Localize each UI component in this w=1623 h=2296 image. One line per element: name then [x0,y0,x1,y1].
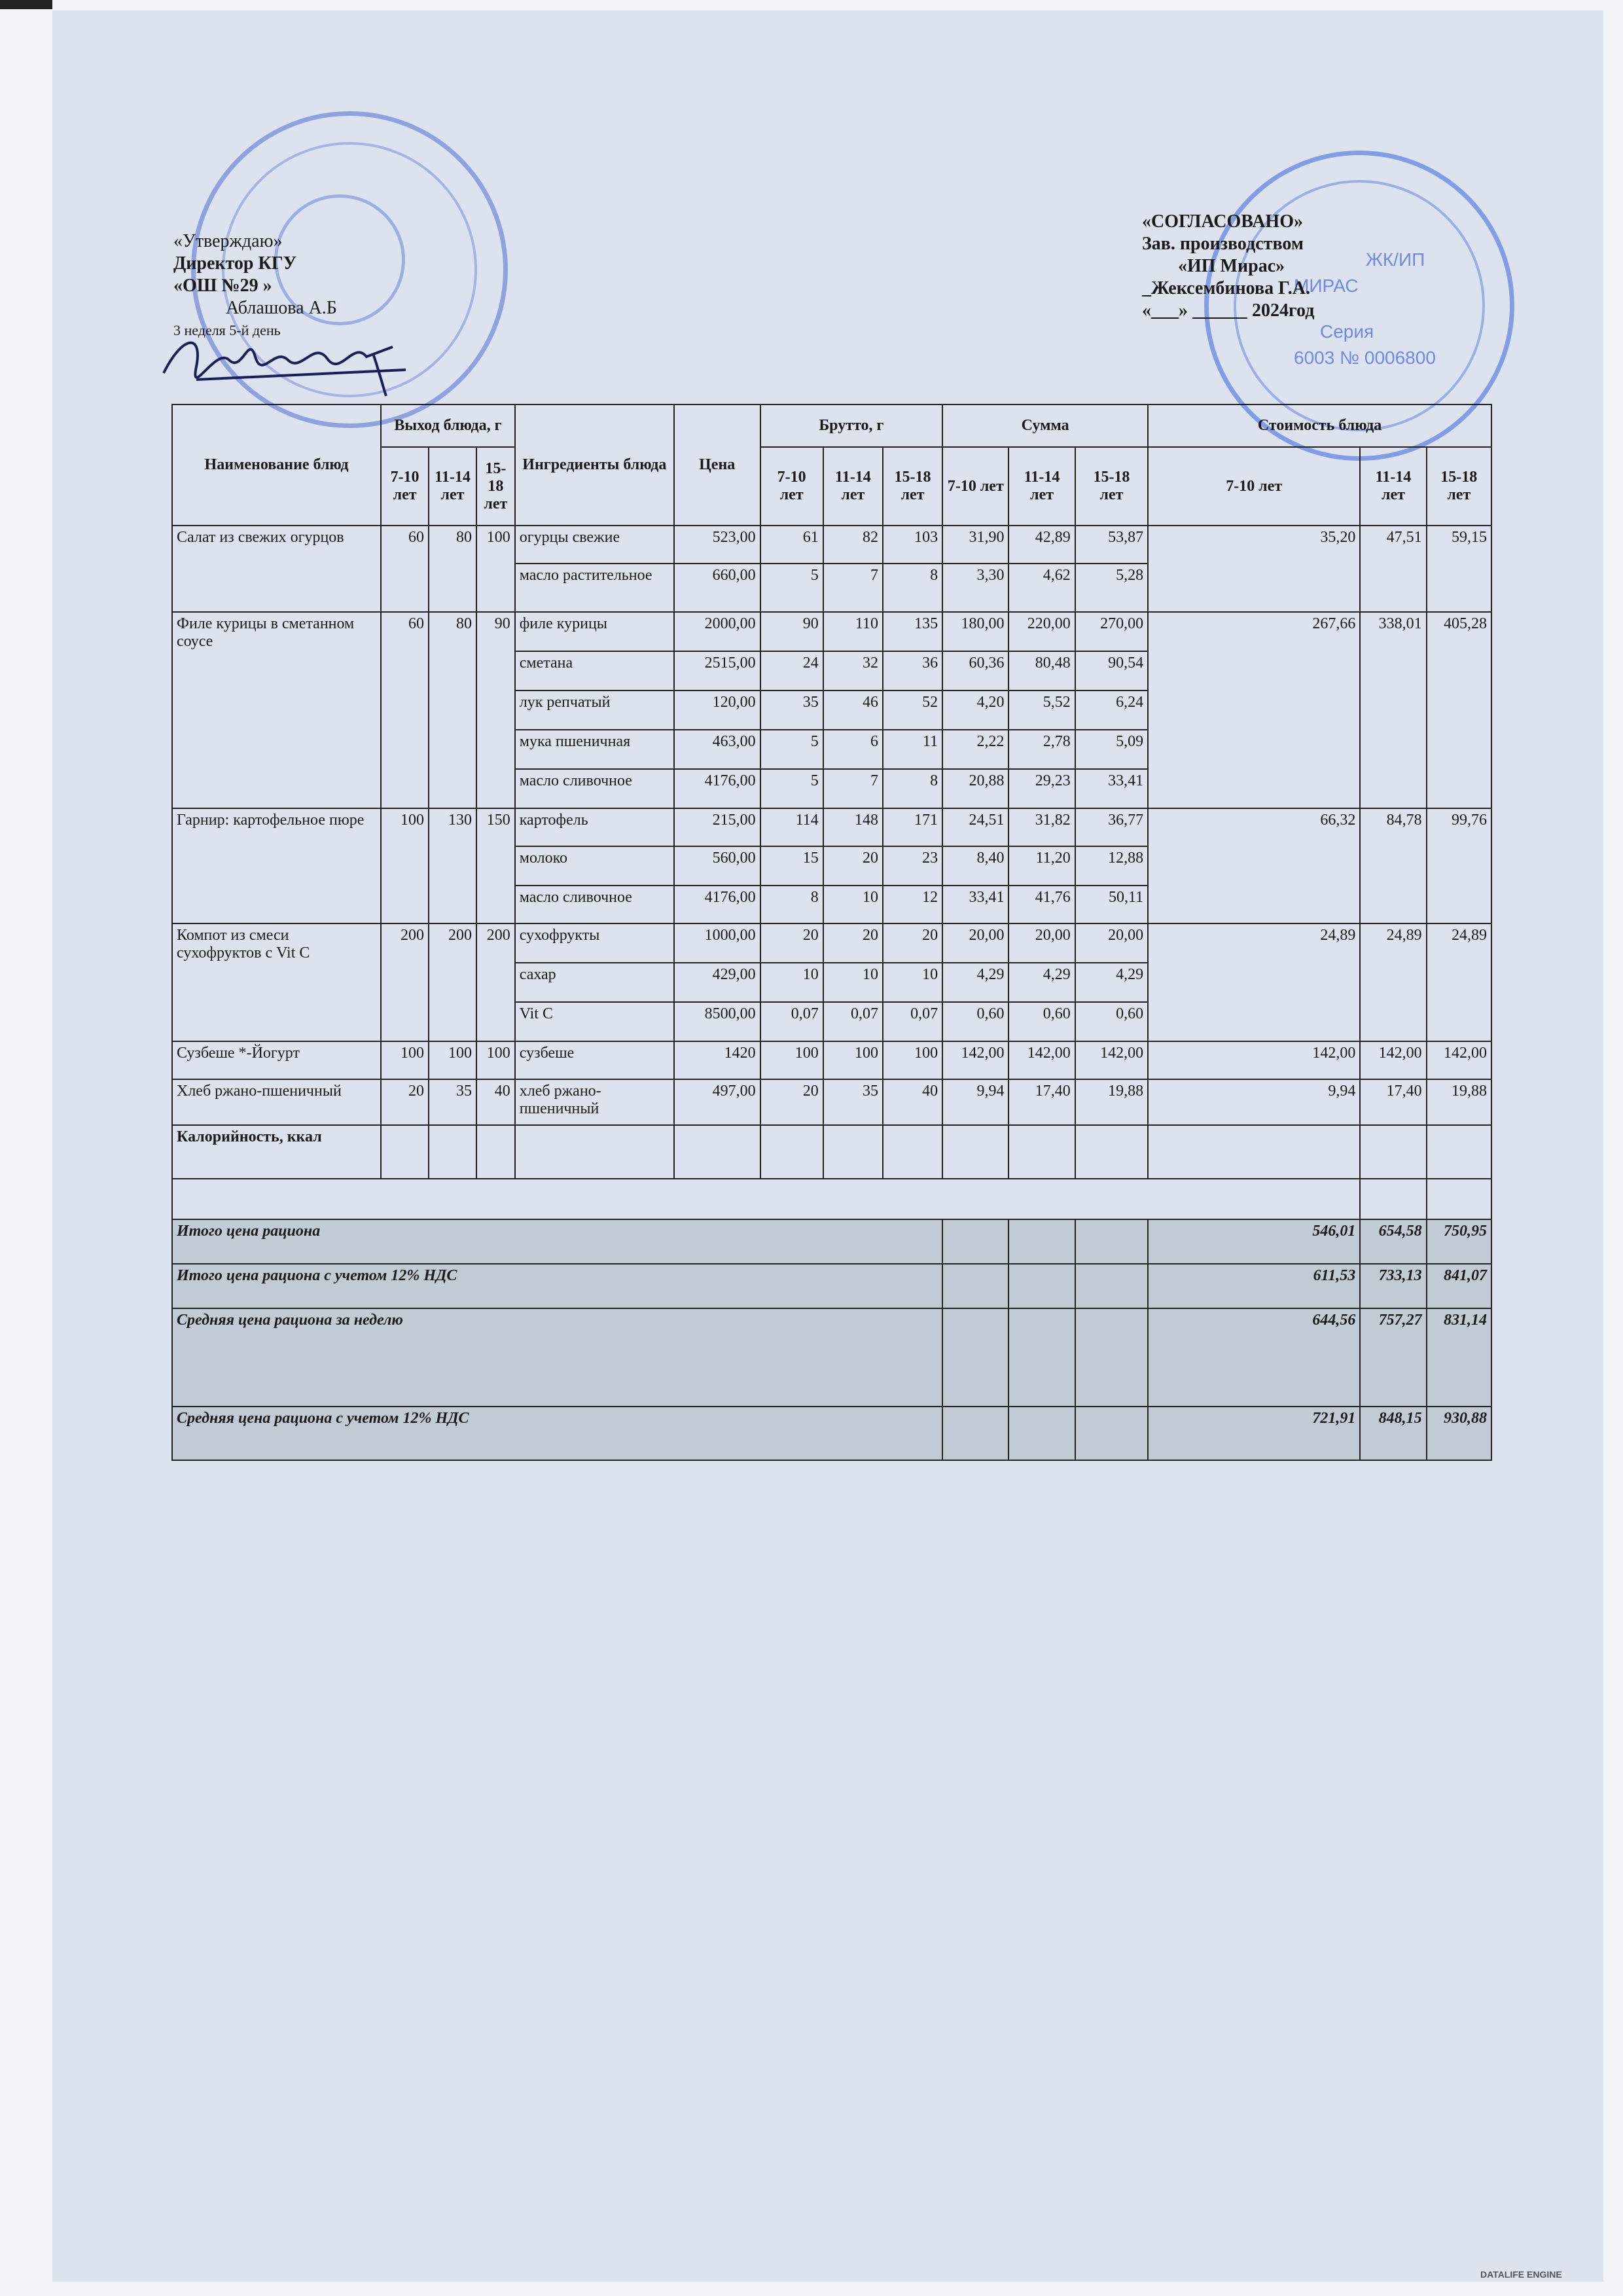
brutto-value: 5 [760,730,823,769]
empty-cell [760,1125,823,1179]
empty-cell [1008,1219,1075,1264]
director-signature [157,321,419,399]
stamp-line2: Серия [1320,321,1374,342]
brutto-value: 0,07 [760,1002,823,1041]
sum-value: 53,87 [1075,526,1148,564]
ingredient-name: масло сливочное [515,769,674,808]
dish-cost: 17,40 [1360,1079,1426,1125]
total-label: Итого цена рациона с учетом 12% НДС [172,1264,942,1308]
approval-left-line1: «Утверждаю» [173,231,283,251]
age-header: 11-14 лет [1008,447,1075,526]
ingredient-name: масло растительное [515,564,674,612]
approval-left-line4: Аблашова А.Б [226,298,337,318]
brutto-value: 12 [883,886,942,924]
empty-cell [515,1125,674,1179]
table-row [172,1041,1491,1079]
header-brutto: Брутто, г [760,404,943,447]
sum-value: 29,23 [1008,769,1075,808]
dish-output: 150 [476,808,515,924]
sum-value: 0,60 [1075,1002,1148,1041]
sum-value: 0,60 [1008,1002,1075,1041]
ingredient-price: 497,00 [674,1079,760,1125]
total-value: 721,91 [1148,1407,1360,1460]
sum-value: 180,00 [942,612,1008,651]
sum-value: 19,88 [1075,1079,1148,1125]
ingredient-price: 463,00 [674,730,760,769]
total-value: 733,13 [1360,1264,1426,1308]
dish-cost: 142,00 [1427,1041,1491,1079]
brutto-value: 148 [823,808,883,846]
sum-value: 142,00 [942,1041,1008,1079]
brutto-value: 35 [823,1079,883,1125]
brutto-value: 8 [883,564,942,612]
brutto-value: 32 [823,651,883,691]
dish-cost: 35,20 [1148,526,1360,612]
total-label: Итого цена рациона [172,1219,942,1264]
empty-cell [172,1179,1360,1219]
sum-value: 142,00 [1075,1041,1148,1079]
dish-output: 100 [429,1041,476,1079]
dish-cost: 267,66 [1148,612,1360,808]
sum-value: 33,41 [942,886,1008,924]
empty-cell [883,1125,942,1179]
ingredient-price: 215,00 [674,808,760,846]
dish-name: Компот из смеси сухофруктов с Vit C [172,924,381,1041]
brutto-value: 0,07 [823,1002,883,1041]
dish-output: 35 [429,1079,476,1125]
empty-cell [1427,1179,1491,1219]
sum-value: 270,00 [1075,612,1148,651]
ingredient-price: 1420 [674,1041,760,1079]
sum-value: 50,11 [1075,886,1148,924]
sum-value: 142,00 [1008,1041,1075,1079]
sum-value: 12,88 [1075,846,1148,886]
sum-value: 42,89 [1008,526,1075,564]
brutto-value: 7 [823,564,883,612]
total-row [172,1219,1491,1264]
table-row [172,924,1491,963]
age-header: 11-14 лет [823,447,883,526]
sum-value: 6,24 [1075,691,1148,730]
empty-cell [1148,1125,1360,1179]
dish-output: 100 [381,1041,429,1079]
age-header: 15-18 лет [1075,447,1148,526]
empty-cell [1427,1125,1491,1179]
menu-table [171,404,1492,1461]
footer-logo: DATALIFE ENGINE [1480,2269,1562,2280]
brutto-value: 40 [883,1079,942,1125]
empty-cell [942,1407,1008,1460]
empty-cell [942,1264,1008,1308]
empty-cell [942,1308,1008,1407]
approval-right-line2: Зав. производством [1142,234,1304,254]
total-value: 930,88 [1427,1407,1491,1460]
sum-value: 5,52 [1008,691,1075,730]
brutto-value: 100 [883,1041,942,1079]
empty-cell [1075,1407,1148,1460]
dish-cost: 24,89 [1148,924,1360,1041]
dish-cost: 142,00 [1148,1041,1360,1079]
brutto-value: 10 [760,963,823,1002]
sum-value: 2,22 [942,730,1008,769]
brutto-value: 20 [883,924,942,963]
brutto-value: 10 [823,963,883,1002]
empty-cell [674,1125,760,1179]
sum-value: 17,40 [1008,1079,1075,1125]
dish-cost: 24,89 [1427,924,1491,1041]
age-header: 7-10 лет [760,447,823,526]
ingredient-name: лук репчатый [515,691,674,730]
empty-cell [1008,1308,1075,1407]
ingredient-name: мука пшеничная [515,730,674,769]
age-header: 15-18 лет [476,447,515,526]
dish-output: 200 [381,924,429,1041]
sum-value: 3,30 [942,564,1008,612]
ingredient-price: 4176,00 [674,769,760,808]
total-value: 654,58 [1360,1219,1426,1264]
sum-value: 36,77 [1075,808,1148,846]
brutto-value: 100 [760,1041,823,1079]
brutto-value: 10 [883,963,942,1002]
brutto-value: 35 [760,691,823,730]
total-value: 757,27 [1360,1308,1426,1407]
total-value: 750,95 [1427,1219,1491,1264]
header-name: Наименование блюд [172,404,381,526]
sum-value: 60,36 [942,651,1008,691]
age-header: 15-18 лет [1427,447,1491,526]
table-row [172,526,1491,564]
dish-name: Салат из свежих огурцов [172,526,381,612]
brutto-value: 20 [760,1079,823,1125]
brutto-value: 110 [823,612,883,651]
age-header: 7-10 лет [1148,447,1360,526]
ingredient-name: молоко [515,846,674,886]
approval-right-line4: _Жексембинова Г.А. [1142,278,1310,298]
age-header: 11-14 лет [429,447,476,526]
sum-value: 4,20 [942,691,1008,730]
ingredient-name: филе курицы [515,612,674,651]
total-row [172,1264,1491,1308]
ingredient-price: 2000,00 [674,612,760,651]
ingredient-name: масло сливочное [515,886,674,924]
sum-value: 5,09 [1075,730,1148,769]
dish-name: Сузбеше *-Йогурт [172,1041,381,1079]
header-cost: Стоимость блюда [1148,404,1491,447]
brutto-value: 20 [760,924,823,963]
sum-value: 20,00 [1075,924,1148,963]
header-output: Выход блюда, г [381,404,515,447]
dish-name: Хлеб ржано-пшеничный [172,1079,381,1125]
stamp-word: МИРАС [1294,276,1359,296]
sum-value: 4,29 [942,963,1008,1002]
ingredient-price: 429,00 [674,963,760,1002]
dish-output: 100 [476,526,515,612]
brutto-value: 20 [823,924,883,963]
brutto-value: 6 [823,730,883,769]
brutto-value: 135 [883,612,942,651]
sum-value: 5,28 [1075,564,1148,612]
empty-cell [942,1125,1008,1179]
dish-output: 100 [381,808,429,924]
sum-value: 220,00 [1008,612,1075,651]
ingredient-price: 2515,00 [674,651,760,691]
scan-corner-mark [0,0,52,9]
dish-cost: 142,00 [1360,1041,1426,1079]
ingredient-price: 8500,00 [674,1002,760,1041]
brutto-value: 90 [760,612,823,651]
sum-value: 0,60 [942,1002,1008,1041]
sum-value: 24,51 [942,808,1008,846]
ingredient-name: сузбеше [515,1041,674,1079]
ingredient-name: хлеб ржано-пшеничный [515,1079,674,1125]
sum-value: 31,82 [1008,808,1075,846]
header-ingredients: Ингредиенты блюда [515,404,674,526]
stamp-line1: ЖК/ИП [1366,249,1425,270]
age-header: 15-18 лет [883,447,942,526]
total-value: 841,07 [1427,1264,1491,1308]
brutto-value: 5 [760,769,823,808]
empty-cell [429,1125,476,1179]
total-value: 644,56 [1148,1308,1360,1407]
dish-cost: 338,01 [1360,612,1426,808]
dish-output: 80 [429,526,476,612]
dish-cost: 24,89 [1360,924,1426,1041]
ingredient-price: 4176,00 [674,886,760,924]
total-row [172,1407,1491,1460]
dish-cost: 9,94 [1148,1079,1360,1125]
age-header: 7-10 лет [381,447,429,526]
empty-cell [1008,1125,1075,1179]
ingredient-price: 120,00 [674,691,760,730]
sum-value: 80,48 [1008,651,1075,691]
ingredient-price: 1000,00 [674,924,760,963]
brutto-value: 171 [883,808,942,846]
dish-output: 80 [429,612,476,808]
brutto-value: 15 [760,846,823,886]
ingredient-price: 523,00 [674,526,760,564]
total-value: 848,15 [1360,1407,1426,1460]
sum-value: 8,40 [942,846,1008,886]
dish-output: 60 [381,526,429,612]
approval-left-line2: Директор КГУ [173,253,297,274]
ingredient-name: сахар [515,963,674,1002]
approval-right-line5: «___» ______ 2024год [1142,300,1315,321]
sum-value: 20,00 [942,924,1008,963]
brutto-value: 114 [760,808,823,846]
brutto-value: 0,07 [883,1002,942,1041]
dish-cost: 59,15 [1427,526,1491,612]
brutto-value: 7 [823,769,883,808]
approval-right [1142,211,1314,322]
empty-cell [1360,1125,1426,1179]
brutto-value: 82 [823,526,883,564]
table-row [172,612,1491,651]
empty-cell [1075,1264,1148,1308]
sum-value: 4,29 [1075,963,1148,1002]
brutto-value: 46 [823,691,883,730]
empty-cell [1075,1308,1148,1407]
brutto-value: 11 [883,730,942,769]
total-label: Средняя цена рациона с учетом 12% НДС [172,1407,942,1460]
brutto-value: 23 [883,846,942,886]
sum-value: 31,90 [942,526,1008,564]
stamp-line3: 6003 № 0006800 [1294,348,1436,368]
approval-left-line5: 3 неделя 5-й день [173,322,281,338]
empty-cell [1360,1179,1426,1219]
menu-body [172,526,1491,1219]
ingredient-name: сметана [515,651,674,691]
dish-output: 20 [381,1079,429,1125]
stamp-text [1294,247,1436,371]
sum-value: 33,41 [1075,769,1148,808]
ingredient-name: сухофрукты [515,924,674,963]
empty-cell [823,1125,883,1179]
sum-value: 20,88 [942,769,1008,808]
header-sum: Сумма [942,404,1148,447]
approval-right-line3: «ИП Мирас» [1178,256,1285,276]
empty-cell [1008,1407,1075,1460]
dish-output: 200 [429,924,476,1041]
calories-row [172,1125,1491,1179]
total-row [172,1308,1491,1407]
approval-right-line1: «СОГЛАСОВАНО» [1142,211,1303,232]
dish-name: Гарнир: картофельное пюре [172,808,381,924]
empty-cell [476,1125,515,1179]
sum-value: 4,62 [1008,564,1075,612]
dish-output: 90 [476,612,515,808]
total-value: 546,01 [1148,1219,1360,1264]
dish-output: 60 [381,612,429,808]
dish-cost: 99,76 [1427,808,1491,924]
empty-cell [381,1125,429,1179]
dish-cost: 405,28 [1427,612,1491,808]
totals-body [172,1219,1491,1460]
sum-value: 90,54 [1075,651,1148,691]
header-price: Цена [674,404,760,526]
dish-output: 130 [429,808,476,924]
total-label: Средняя цена рациона за неделю [172,1308,942,1407]
brutto-value: 36 [883,651,942,691]
ingredient-name: огурцы свежие [515,526,674,564]
ingredient-name: Vit C [515,1002,674,1041]
brutto-value: 100 [823,1041,883,1079]
sum-value: 11,20 [1008,846,1075,886]
brutto-value: 20 [823,846,883,886]
sum-value: 4,29 [1008,963,1075,1002]
dish-cost: 19,88 [1427,1079,1491,1125]
spacer-row [172,1179,1491,1219]
brutto-value: 8 [760,886,823,924]
brutto-value: 8 [883,769,942,808]
sum-value: 2,78 [1008,730,1075,769]
ingredient-price: 560,00 [674,846,760,886]
calories-label: Калорийность, ккал [172,1125,381,1179]
ingredient-name: картофель [515,808,674,846]
age-header: 11-14 лет [1360,447,1426,526]
sum-value: 9,94 [942,1079,1008,1125]
brutto-value: 52 [883,691,942,730]
brutto-value: 10 [823,886,883,924]
dish-output: 100 [476,1041,515,1079]
dish-output: 40 [476,1079,515,1125]
age-header: 7-10 лет [942,447,1008,526]
empty-cell [1075,1125,1148,1179]
dish-cost: 84,78 [1360,808,1426,924]
sum-value: 41,76 [1008,886,1075,924]
dish-name: Филе курицы в сметанном соусе [172,612,381,808]
dish-output: 200 [476,924,515,1041]
dish-cost: 47,51 [1360,526,1426,612]
dish-cost: 66,32 [1148,808,1360,924]
brutto-value: 61 [760,526,823,564]
empty-cell [1008,1264,1075,1308]
total-value: 831,14 [1427,1308,1491,1407]
brutto-value: 24 [760,651,823,691]
table-row [172,808,1491,846]
empty-cell [942,1219,1008,1264]
total-value: 611,53 [1148,1264,1360,1308]
brutto-value: 5 [760,564,823,612]
ingredient-price: 660,00 [674,564,760,612]
sum-value: 20,00 [1008,924,1075,963]
empty-cell [1075,1219,1148,1264]
brutto-value: 103 [883,526,942,564]
table-row [172,1079,1491,1125]
approval-left-line3: «ОШ №29 » [173,276,272,296]
